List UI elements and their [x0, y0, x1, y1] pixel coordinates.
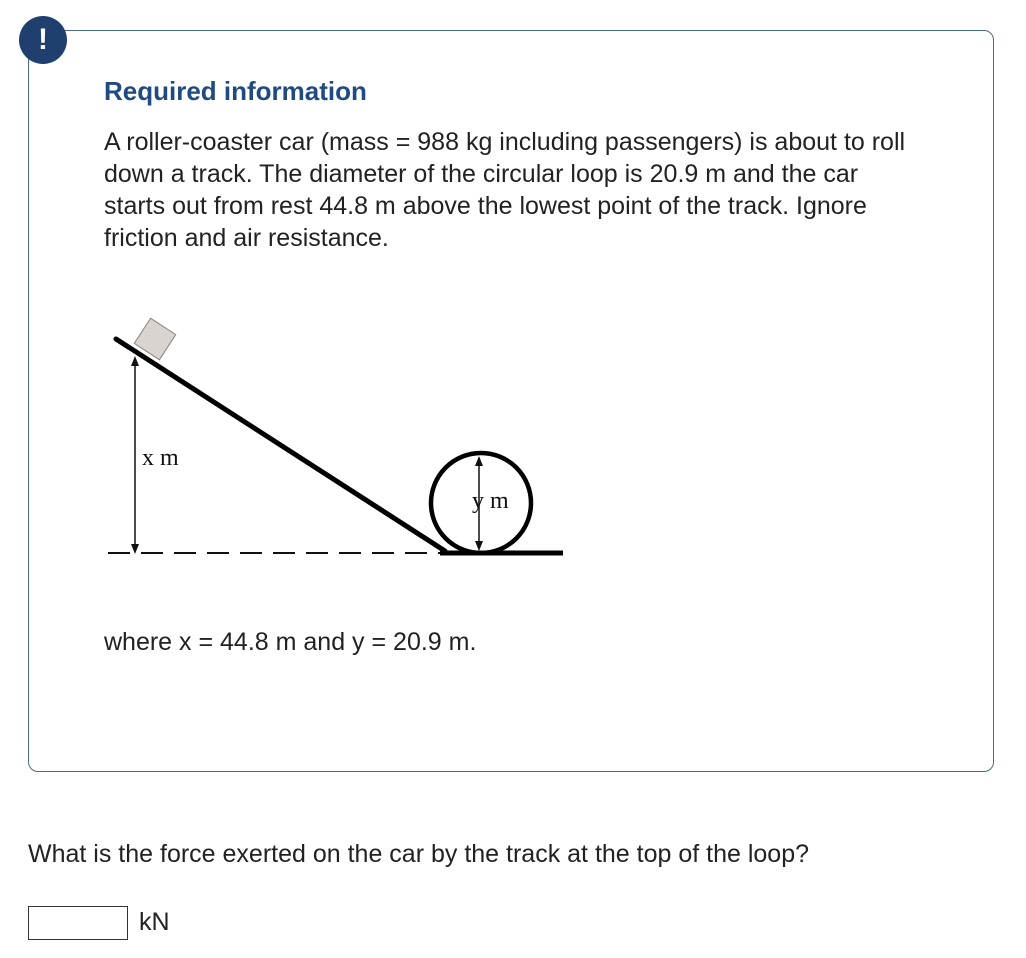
diameter-label: y m: [472, 488, 509, 514]
unit-label: kN: [139, 908, 170, 936]
height-label: x m: [142, 445, 179, 471]
card-title: Required information: [104, 76, 367, 106]
exclamation-icon: !: [19, 16, 67, 64]
roller-coaster-diagram: [100, 310, 580, 580]
variable-definitions: where x = 44.8 m and y = 20.9 m.: [104, 628, 477, 656]
question-text: What is the force exerted on the car by the track at the top of the loop?: [28, 840, 810, 868]
problem-statement: A roller-coaster car (mass = 988 kg including passengers) is about to roll down a track. The diameter of the circular loop is 20.9 m and the car starts out from rest 44.8 m above the lowest point of the track. Ignore friction and air resistance.: [104, 128, 906, 252]
height-arrow: [131, 356, 139, 554]
answer-field[interactable]: [28, 906, 128, 940]
